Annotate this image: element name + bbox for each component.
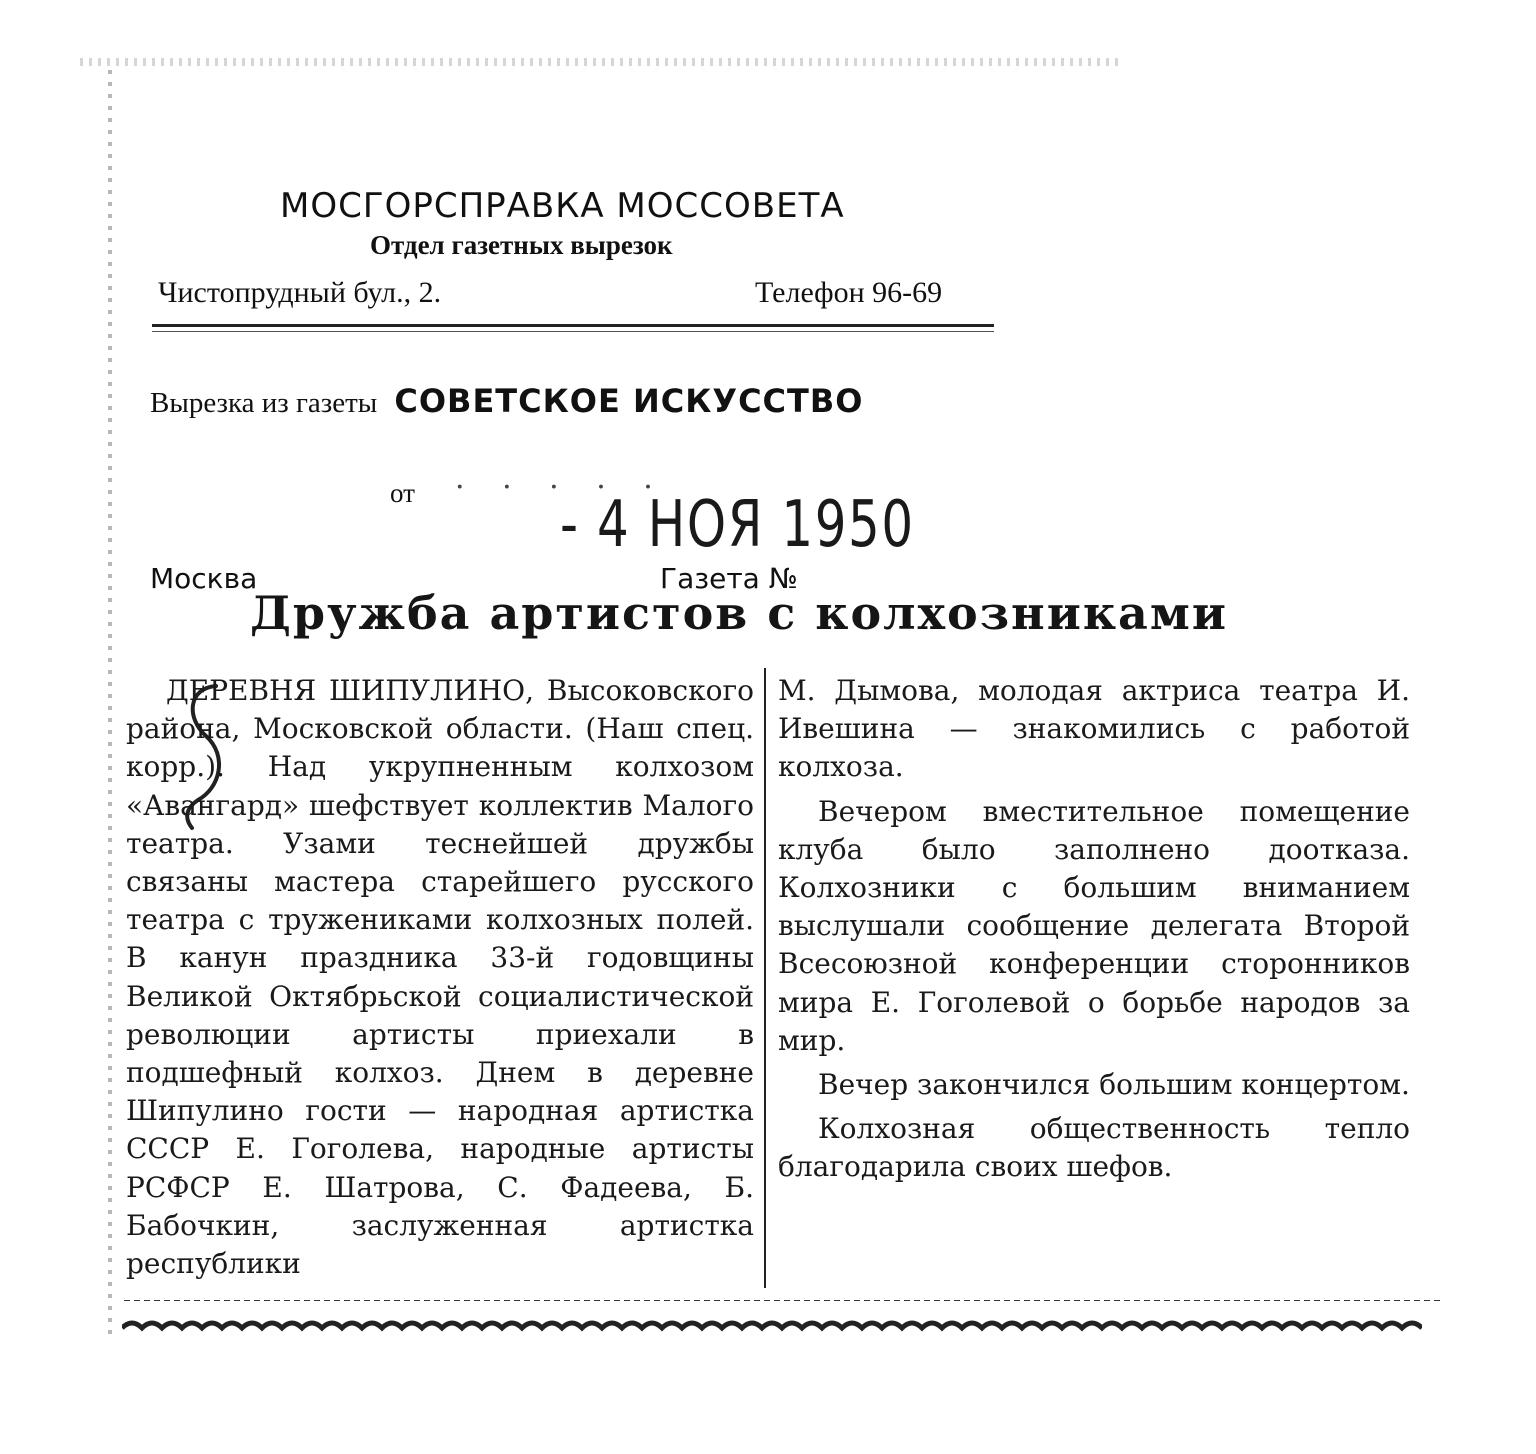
paragraph: Вечер закончился большим концертом. xyxy=(818,1068,1410,1102)
scan-edge-left xyxy=(108,70,112,1340)
date-stamp: - 4 НОЯ 1950 xyxy=(560,488,915,562)
dotted-fill: · · · · · xyxy=(455,470,667,505)
paragraph: Колхозная общественность тепло благодарила своих шефов. xyxy=(778,1112,1410,1184)
date-from-label: от xyxy=(390,478,415,508)
phone-number: Телефон 96-69 xyxy=(755,276,943,309)
scan-edge-top xyxy=(80,58,1120,66)
bottom-divider xyxy=(124,1300,1444,1301)
issue-number-label: Газета № xyxy=(660,562,798,595)
source-label: Вырезка из газеты xyxy=(150,387,378,419)
department-name: Отдел газетных вырезок xyxy=(370,230,673,260)
paragraph: М. Дымова, молодая актриса театра И. Ивешина — знакомились с работой колхоза. xyxy=(778,674,1410,784)
wavy-border-icon xyxy=(122,1316,1422,1340)
newspaper-name: СОВЕТСКОЕ ИСКУССТВО xyxy=(394,382,864,420)
city-label: Москва xyxy=(150,562,258,595)
article-column-right xyxy=(778,672,1410,1193)
source-line xyxy=(150,382,863,420)
header-divider-thin xyxy=(152,331,994,332)
address: Чистопрудный бул., 2. xyxy=(158,276,442,309)
article-headline: Дружба артистов с колхозниками xyxy=(250,586,1228,640)
paragraph: ДЕРЕВНЯ ШИПУЛИНО, Высоковского района, Московской области. (Наш спец. корр.). Над укрупненным колхозом «Авангард» шефствует коллектив Малого театра. Узами теснейшей дружбы связаны мастера старейшего русского театра с тружениками колхозных полей. В канун праздника 33-й годовщины Великой Октябрьской социалистической революции артисты приехали в подшефный колхоз. Днем в деревне Шипулино гости — народная артистка СССР Е. Гоголева, народные артисты РСФСР Е. Шатрова, С. Фадеева, Б. Бабочкин, заслуженная артистка республики xyxy=(126,674,754,1281)
column-divider xyxy=(764,668,766,1288)
paragraph: Вечером вместительное помещение клуба было заполнено доотказа. Колхозники с большим вниманием выслушали сообщение делегата Второй Всесоюзной конференции сторонников мира Е. Гоголевой о борьбе народов за мир. xyxy=(778,794,1410,1057)
organization-title: МОСГОРСПРАВКА МОССОВЕТА xyxy=(280,186,845,226)
header-divider xyxy=(152,324,994,327)
article-column-left xyxy=(126,672,754,1289)
